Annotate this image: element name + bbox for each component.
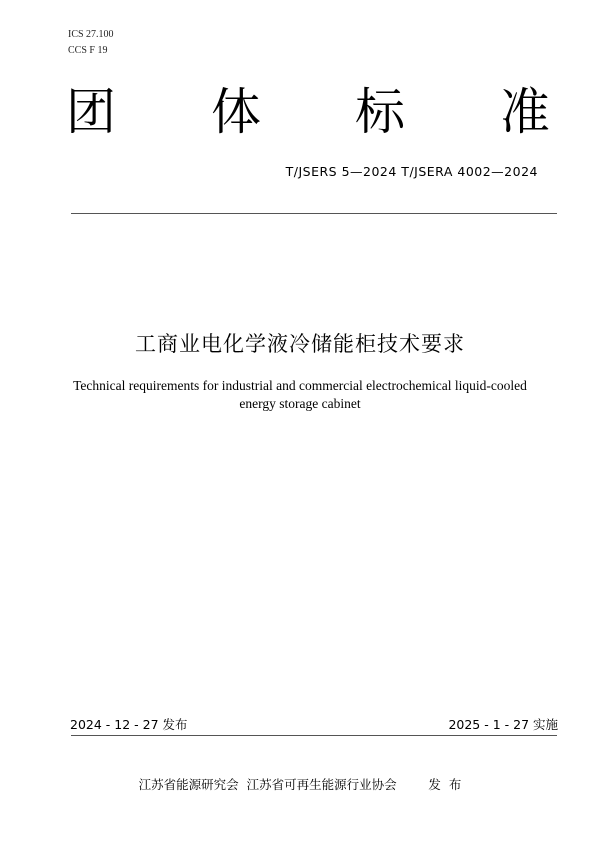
english-title (40, 377, 560, 413)
chinese-title: 工商业电化学液冷储能柜技术要求 (135, 332, 465, 356)
header-title-char-4: 准 (500, 83, 550, 141)
effective-date: 2025 - 1 - 27 实施 (448, 717, 558, 732)
header-title-char-1: 团 (66, 83, 116, 141)
ccs-code: CCS F 19 (68, 45, 108, 56)
header-divider (71, 213, 557, 214)
english-title-line-2: energy storage cabinet (239, 396, 361, 411)
release-date: 2024 - 12 - 27 发布 (70, 717, 188, 732)
issuing-organizations: 江苏省能源研究会 江苏省可再生能源行业协会 发 布 (138, 777, 462, 792)
english-title-line-1: Technical requirements for industrial and commercial electrochemical liquid-cooled (73, 378, 527, 393)
header-title-char-3: 标 (355, 83, 405, 141)
header-title-char-2: 体 (211, 83, 261, 141)
ics-code: ICS 27.100 (68, 29, 114, 40)
document-number: T/JSERS 5—2024 T/JSERA 4002—2024 (285, 164, 538, 179)
footer-divider (71, 735, 557, 736)
